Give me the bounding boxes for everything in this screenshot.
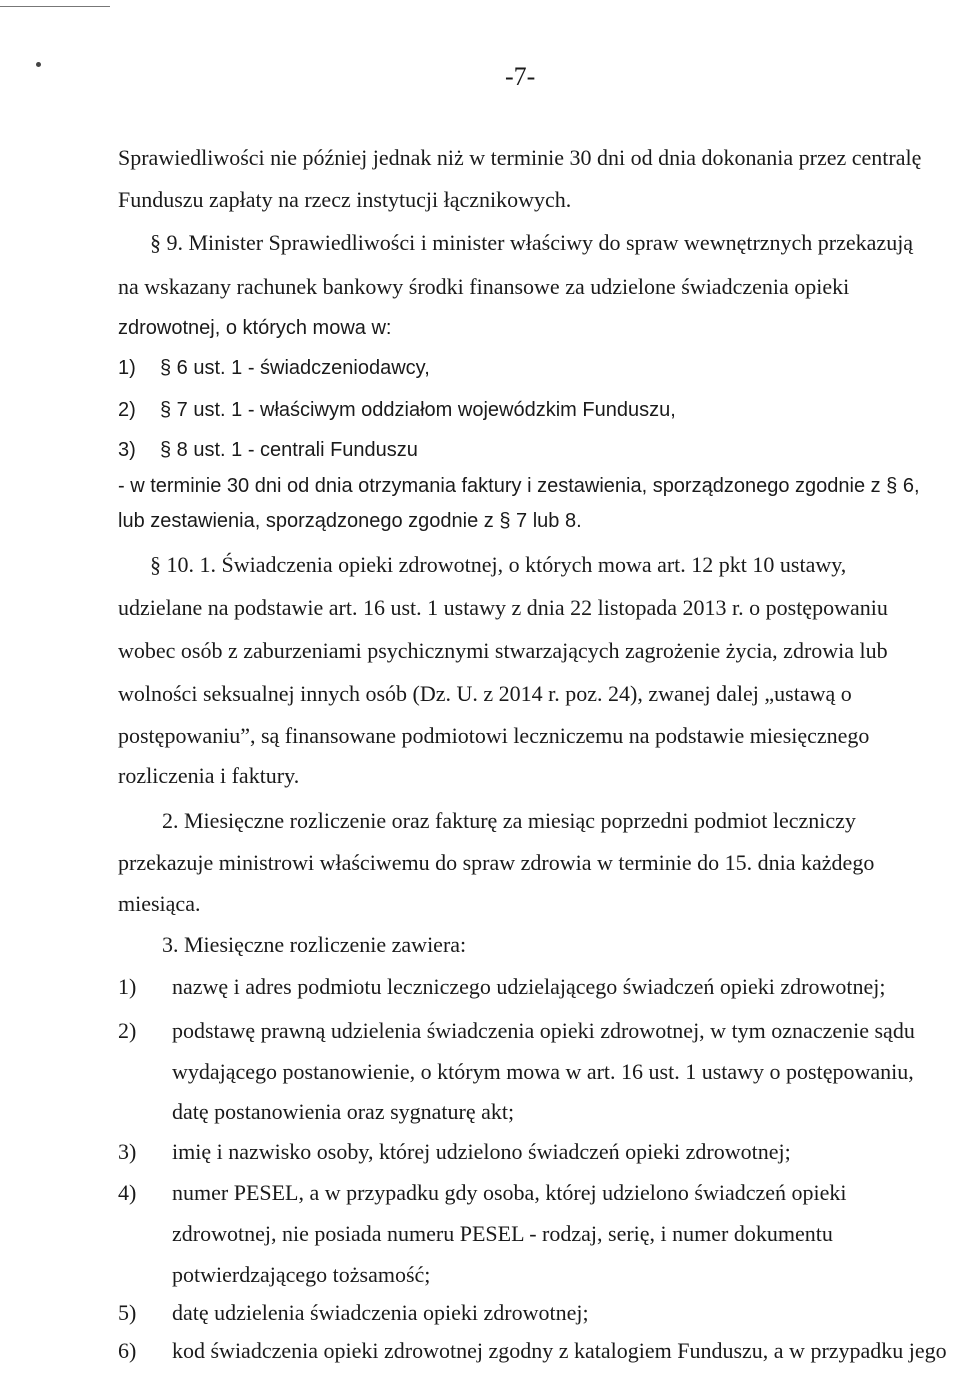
list-item: § 7 ust. 1 - właściwym oddziałom wojewódzkim Funduszu, — [160, 399, 676, 421]
text-line: udzielane na podstawie art. 16 ust. 1 ustawy z dnia 22 listopada 2013 r. o postępowaniu — [118, 595, 888, 620]
list-number: 2) — [118, 1018, 137, 1043]
list-item: imię i nazwisko osoby, której udzielono świadczeń opieki zdrowotnej; — [172, 1139, 791, 1164]
text-line: na wskazany rachunek bankowy środki finansowe za udzielone świadczenia opieki — [118, 274, 850, 299]
list-item-continued: zdrowotnej, nie posiada numeru PESEL - rodzaj, serię, i numer dokumentu — [172, 1221, 833, 1246]
list-item: § 8 ust. 1 - centrali Funduszu — [160, 439, 418, 461]
text-line: 3. Miesięczne rozliczenie zawiera: — [162, 932, 467, 957]
list-number: 5) — [118, 1300, 137, 1325]
text-line: zdrowotnej, o których mowa w: — [118, 317, 392, 339]
text-line: miesiąca. — [118, 891, 201, 916]
list-item: podstawę prawną udzielenia świadczenia opieki zdrowotnej, w tym oznaczenie sądu — [172, 1018, 915, 1043]
list-item: § 6 ust. 1 - świadczeniodawcy, — [160, 357, 430, 379]
paragraph-10-start: § 10. 1. Świadczenia opieki zdrowotnej, o których mowa art. 12 pkt 10 ustawy, — [150, 552, 847, 577]
list-item-continued: wydającego postanowienie, o którym mowa w art. 16 ust. 1 ustawy o postępowaniu, — [172, 1059, 914, 1084]
list-number: 3) — [118, 1139, 137, 1164]
page-number: -7- — [505, 62, 536, 91]
scan-dot — [36, 62, 41, 67]
text-line: lub zestawienia, sporządzonego zgodnie z § 7 lub 8. — [118, 510, 582, 532]
text-line: wobec osób z zaburzeniami psychicznymi stwarzających zagrożenie życia, zdrowia lub — [118, 638, 888, 663]
top-rule — [0, 6, 110, 7]
list-item: kod świadczenia opieki zdrowotnej zgodny z katalogiem Funduszu, a w przypadku jego — [172, 1338, 947, 1363]
list-item: numer PESEL, a w przypadku gdy osoba, której udzielono świadczeń opieki — [172, 1180, 847, 1205]
text-line: 2. Miesięczne rozliczenie oraz fakturę za miesiąc poprzedni podmiot leczniczy — [162, 808, 856, 833]
text-line: Sprawiedliwości nie później jednak niż w terminie 30 dni od dnia dokonania przez centralę — [118, 145, 922, 170]
list-number: 6) — [118, 1338, 137, 1363]
text-line: rozliczenia i faktury. — [118, 763, 300, 788]
text-line: Funduszu zapłaty na rzecz instytucji łącznikowych. — [118, 187, 572, 212]
text-line: wolności seksualnej innych osób (Dz. U. z 2014 r. poz. 24), zwanej dalej „ustawą o — [118, 681, 852, 706]
list-number: 4) — [118, 1180, 137, 1205]
list-number: 1) — [118, 357, 136, 379]
list-number: 3) — [118, 439, 136, 461]
paragraph-9-start: § 9. Minister Sprawiedliwości i minister właściwy do spraw wewnętrznych przekazują — [150, 230, 914, 255]
text-line: postępowaniu”, są finansowane podmiotowi leczniczemu na podstawie miesięcznego — [118, 723, 870, 748]
list-item: nazwę i adres podmiotu leczniczego udzielającego świadczeń opieki zdrowotnej; — [172, 974, 886, 999]
text-line: - w terminie 30 dni od dnia otrzymania faktury i zestawienia, sporządzonego zgodnie z § 6, — [118, 475, 920, 497]
list-item: datę udzielenia świadczenia opieki zdrowotnej; — [172, 1300, 589, 1325]
list-number: 1) — [118, 974, 137, 999]
list-item-continued: potwierdzającego tożsamość; — [172, 1262, 431, 1287]
list-item-continued: datę postanowienia oraz sygnaturę akt; — [172, 1099, 515, 1124]
text-line: przekazuje ministrowi właściwemu do spraw zdrowia w terminie do 15. dnia każdego — [118, 850, 875, 875]
list-number: 2) — [118, 399, 136, 421]
